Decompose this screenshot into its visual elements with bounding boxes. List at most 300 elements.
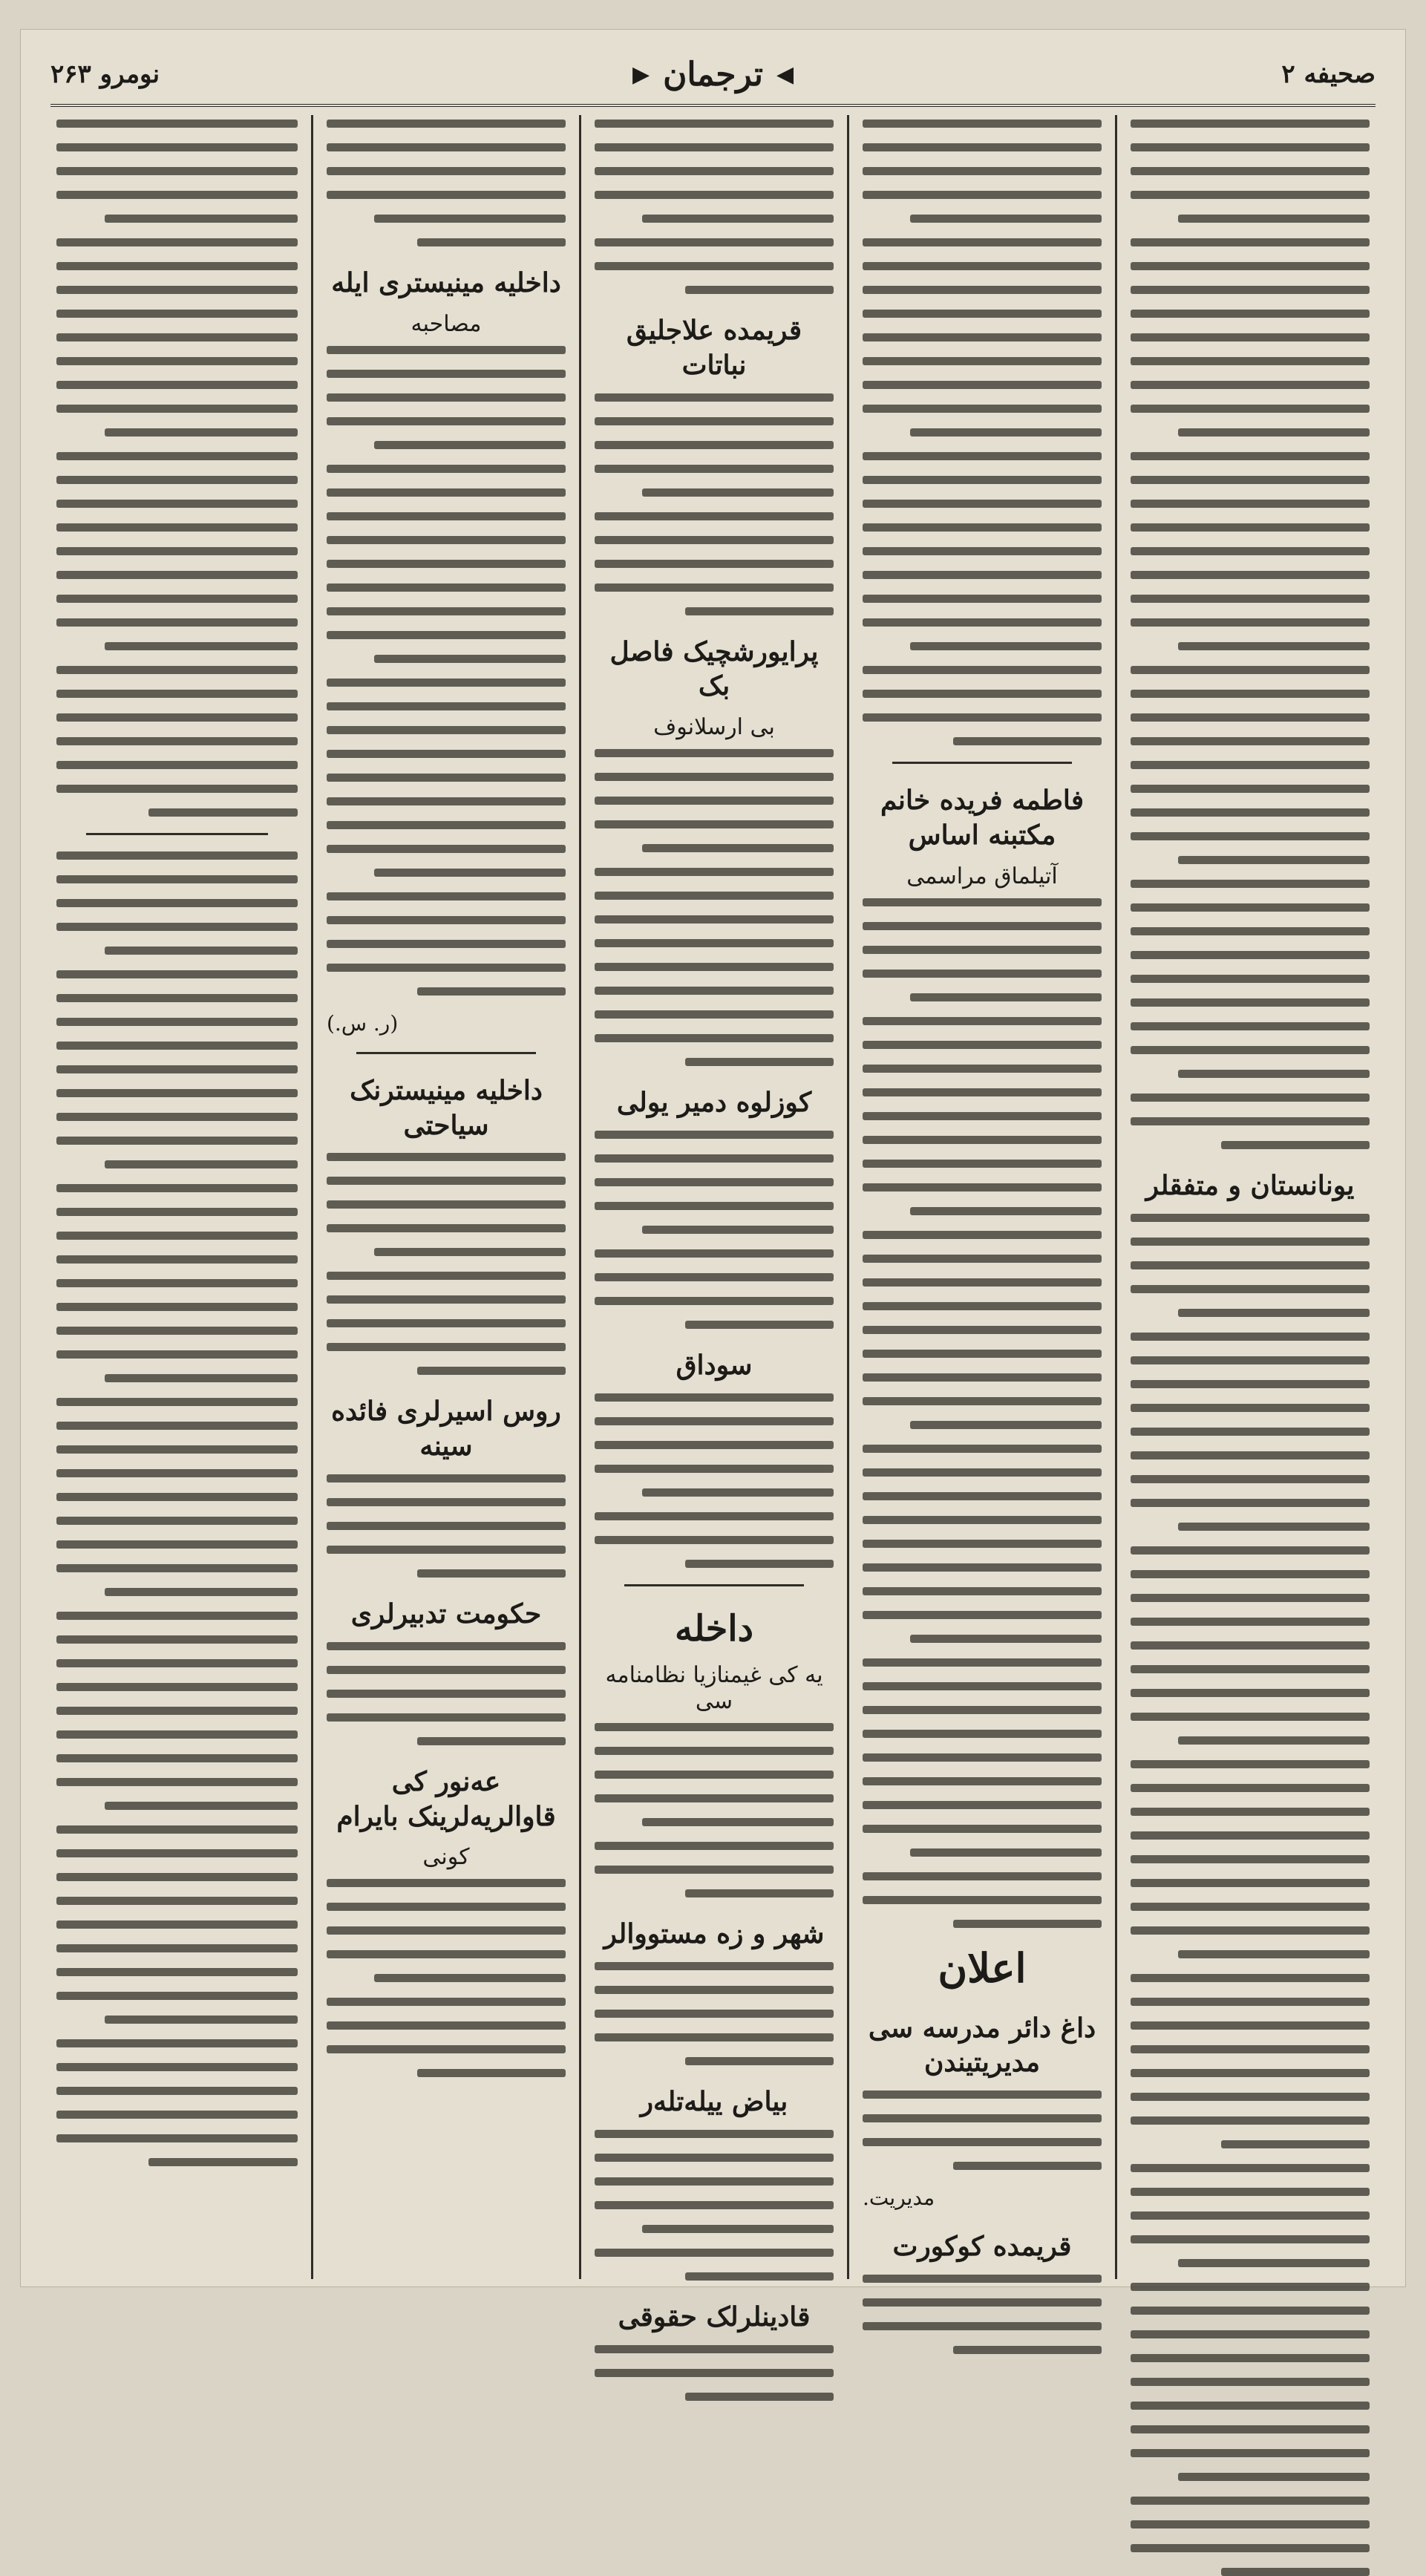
text-line	[1131, 1903, 1370, 1911]
text-line	[327, 1272, 566, 1280]
text-line	[595, 892, 834, 900]
text-line	[1131, 1451, 1370, 1459]
text-line	[105, 1588, 298, 1596]
text-line	[685, 2057, 834, 2065]
text-line	[863, 405, 1102, 413]
text-line	[1178, 2473, 1370, 2481]
section-subheading: مصاحبه	[411, 310, 482, 337]
text-line	[1131, 1618, 1370, 1626]
text-line	[1131, 2045, 1370, 2053]
text-line	[1131, 785, 1370, 793]
text-line	[56, 120, 298, 128]
text-line	[56, 2039, 298, 2047]
text-line	[863, 1183, 1102, 1191]
article-body	[1131, 120, 1370, 1149]
notice-signature: مدیریت.	[863, 2186, 935, 2211]
text-line	[417, 1569, 566, 1578]
text-line	[863, 1896, 1102, 1904]
text-line	[1131, 1926, 1370, 1935]
text-line	[56, 1065, 298, 1073]
text-line	[863, 1373, 1102, 1382]
text-line	[56, 1825, 298, 1834]
text-line	[1131, 1998, 1370, 2006]
text-line	[1131, 333, 1370, 341]
text-line	[863, 1540, 1102, 1548]
text-line	[595, 1417, 834, 1425]
text-line	[863, 1326, 1102, 1334]
text-line	[1131, 2378, 1370, 2386]
text-line	[595, 1986, 834, 1994]
text-line	[1178, 1736, 1370, 1745]
text-line	[863, 1730, 1102, 1738]
text-line	[1131, 238, 1370, 246]
text-line	[56, 1849, 298, 1857]
text-line	[863, 286, 1102, 294]
text-line	[327, 346, 566, 354]
text-line	[56, 238, 298, 246]
newspaper-page	[21, 30, 1405, 2333]
text-line	[56, 1540, 298, 1549]
text-line	[1131, 143, 1370, 151]
text-line	[1131, 1594, 1370, 1602]
text-line	[595, 1441, 834, 1449]
text-line	[595, 1178, 834, 1186]
text-line	[595, 915, 834, 923]
text-line	[1131, 2520, 1370, 2528]
text-line	[105, 215, 298, 223]
section-subheading: یه کی غیمنازیا نظامنامه سی	[605, 1662, 823, 1715]
text-line	[863, 2275, 1102, 2283]
text-line	[1131, 1380, 1370, 1388]
article-body	[327, 346, 566, 996]
text-line	[1131, 1238, 1370, 1246]
section-subheading: کونی	[422, 1844, 470, 1871]
text-line	[56, 785, 298, 793]
text-line	[595, 2033, 834, 2041]
text-line	[1131, 500, 1370, 508]
text-line	[595, 963, 834, 971]
section-heading: داخلیه مینیستر‌نک سیاحتی	[350, 1074, 543, 1141]
text-line	[56, 1398, 298, 1406]
article-body	[595, 1962, 834, 2065]
text-line	[56, 1683, 298, 1691]
text-line	[595, 1747, 834, 1755]
text-line	[1131, 595, 1370, 603]
text-line	[863, 238, 1102, 246]
text-line	[685, 1321, 834, 1329]
text-line	[327, 940, 566, 948]
ornament-right-icon: ◀	[776, 61, 794, 88]
text-line	[1178, 1070, 1370, 1078]
text-line	[595, 2130, 834, 2138]
text-line	[56, 737, 298, 745]
text-line	[56, 500, 298, 508]
text-line	[327, 1498, 566, 1506]
text-line	[863, 922, 1102, 930]
text-line	[863, 2114, 1102, 2122]
article-body	[863, 120, 1102, 745]
text-line	[863, 898, 1102, 906]
text-line	[327, 631, 566, 639]
text-line	[1131, 1713, 1370, 1721]
text-line	[1131, 2425, 1370, 2433]
text-line	[327, 1642, 566, 1650]
text-line	[595, 1512, 834, 1520]
text-line	[1131, 1428, 1370, 1436]
text-line	[863, 1112, 1102, 1120]
text-line	[1131, 1879, 1370, 1887]
text-line	[863, 1302, 1102, 1310]
text-line	[327, 1319, 566, 1327]
text-line	[56, 1469, 298, 1477]
text-line	[863, 1041, 1102, 1049]
section-heading: داخلیه مینیستری ایله	[331, 267, 561, 298]
text-line	[1131, 2449, 1370, 2457]
text-line	[863, 143, 1102, 151]
text-line	[1131, 927, 1370, 935]
text-line	[953, 1920, 1102, 1928]
text-line	[642, 1488, 834, 1497]
section-heading: فاطمه فریده خانم مکتبنه اساس	[880, 785, 1085, 851]
text-line	[327, 1903, 566, 1911]
text-line	[327, 1926, 566, 1935]
text-line	[595, 1131, 834, 1139]
text-line	[327, 370, 566, 378]
article-body	[56, 851, 298, 2166]
text-line	[595, 868, 834, 876]
text-line	[863, 1088, 1102, 1096]
text-line	[910, 1421, 1102, 1429]
text-line	[56, 1992, 298, 2000]
section-heading: سوداق	[676, 1349, 753, 1381]
text-line	[56, 1659, 298, 1667]
text-line	[56, 595, 298, 603]
text-line	[56, 2111, 298, 2119]
text-line	[327, 1343, 566, 1351]
text-line	[595, 393, 834, 402]
text-line	[56, 713, 298, 722]
text-line	[863, 1682, 1102, 1690]
text-line	[417, 2069, 566, 2077]
ad-heading: قریمده کوکورت	[892, 2231, 1072, 2263]
page-label: صحیفه ۲	[1281, 59, 1376, 89]
text-line	[863, 571, 1102, 579]
text-line	[327, 845, 566, 853]
article-body	[863, 898, 1102, 1928]
divider	[86, 833, 268, 835]
text-line	[327, 536, 566, 544]
text-line	[56, 1778, 298, 1786]
text-line	[910, 993, 1102, 1001]
text-line	[56, 1327, 298, 1335]
text-line	[1131, 2188, 1370, 2196]
text-line	[595, 1010, 834, 1019]
text-line	[863, 1255, 1102, 1263]
text-line	[953, 2162, 1102, 2170]
text-line	[56, 1897, 298, 1905]
text-line	[910, 1635, 1102, 1643]
text-line	[863, 2298, 1102, 2307]
text-line	[56, 1968, 298, 1976]
text-line	[56, 970, 298, 978]
text-line	[327, 512, 566, 520]
text-line	[417, 238, 566, 246]
text-line	[863, 1136, 1102, 1144]
text-line	[56, 851, 298, 860]
text-line	[1131, 808, 1370, 817]
text-line	[595, 1771, 834, 1779]
text-line	[642, 844, 834, 852]
text-line	[327, 1879, 566, 1887]
text-line	[374, 1248, 566, 1256]
text-line	[595, 1249, 834, 1258]
text-line	[56, 923, 298, 931]
text-line	[863, 2322, 1102, 2330]
text-line	[1131, 2211, 1370, 2220]
text-line	[1131, 1808, 1370, 1816]
text-line	[417, 1367, 566, 1375]
text-line	[327, 1295, 566, 1304]
text-line	[56, 1920, 298, 1929]
text-line	[863, 1587, 1102, 1595]
text-line	[595, 1297, 834, 1305]
text-line	[1131, 2021, 1370, 2030]
text-line	[595, 2177, 834, 2186]
text-line	[595, 2201, 834, 2209]
text-line	[642, 1818, 834, 1826]
text-line	[595, 120, 834, 128]
text-line	[863, 120, 1102, 128]
text-line	[374, 1974, 566, 1982]
text-line	[953, 2346, 1102, 2354]
text-line	[863, 452, 1102, 460]
section-heading: شهر و زه مستووالر	[604, 1918, 825, 1950]
text-line	[1131, 1665, 1370, 1673]
text-line	[327, 1546, 566, 1554]
text-line	[863, 1350, 1102, 1358]
text-line	[1131, 381, 1370, 389]
text-line	[863, 1468, 1102, 1477]
text-line	[1131, 1117, 1370, 1125]
text-line	[1131, 2093, 1370, 2101]
ad-body	[863, 2275, 1102, 2354]
text-line	[56, 571, 298, 579]
text-line	[863, 547, 1102, 555]
text-line	[374, 441, 566, 449]
text-line	[1131, 2164, 1370, 2172]
article-body	[595, 2130, 834, 2281]
text-line	[327, 607, 566, 615]
issue-number: نومرو ۲۶۳	[50, 59, 160, 89]
article-columns	[43, 115, 1383, 2333]
section-subheading: آتیلماق مراسمی	[906, 863, 1058, 889]
text-line	[910, 428, 1102, 437]
text-line	[1131, 1760, 1370, 1768]
text-line	[1131, 1641, 1370, 1650]
text-line	[105, 428, 298, 437]
text-line	[863, 476, 1102, 484]
announcement-ornament: اعلان	[938, 1944, 1027, 1992]
article-body	[327, 1153, 566, 1375]
text-line	[327, 726, 566, 734]
text-line	[1131, 666, 1370, 674]
text-line	[56, 143, 298, 151]
text-line	[327, 2021, 566, 2030]
text-line	[56, 286, 298, 294]
text-line	[327, 679, 566, 687]
text-line	[595, 238, 834, 246]
text-line	[1131, 1475, 1370, 1483]
text-line	[1221, 2568, 1370, 2576]
text-line	[1131, 547, 1370, 555]
text-line	[327, 488, 566, 497]
text-line	[595, 262, 834, 270]
text-line	[56, 761, 298, 769]
text-line	[56, 476, 298, 484]
text-line	[56, 1089, 298, 1097]
text-line	[56, 618, 298, 627]
text-line	[863, 595, 1102, 603]
column-4	[311, 115, 579, 2279]
text-line	[595, 167, 834, 175]
column-3	[579, 115, 847, 2333]
section-heading: حکومت تدبیرلری	[350, 1598, 542, 1629]
text-line	[327, 393, 566, 402]
text-line	[1131, 2116, 1370, 2125]
text-line	[642, 2225, 834, 2233]
text-line	[863, 1611, 1102, 1619]
text-line	[327, 167, 566, 175]
masthead	[50, 45, 1376, 107]
text-line	[327, 1153, 566, 1161]
text-line	[327, 191, 566, 199]
text-line	[327, 560, 566, 568]
text-line	[56, 381, 298, 389]
article-body	[56, 120, 298, 817]
text-line	[863, 1397, 1102, 1405]
text-line	[105, 947, 298, 955]
text-line	[327, 465, 566, 473]
text-line	[863, 310, 1102, 318]
text-line	[1178, 856, 1370, 864]
text-line	[863, 1160, 1102, 1168]
text-line	[327, 702, 566, 710]
text-line	[1131, 713, 1370, 722]
text-line	[327, 1177, 566, 1185]
text-line	[595, 1842, 834, 1850]
text-line	[910, 1207, 1102, 1215]
article-body	[595, 1131, 834, 1329]
text-line	[1131, 1356, 1370, 1364]
text-line	[56, 167, 298, 175]
text-line	[595, 773, 834, 781]
text-line	[595, 939, 834, 947]
text-line	[374, 869, 566, 877]
text-line	[642, 1226, 834, 1234]
text-line	[863, 1231, 1102, 1239]
text-line	[1131, 903, 1370, 912]
text-line	[56, 1517, 298, 1525]
text-line	[1178, 1309, 1370, 1317]
text-line	[1131, 1094, 1370, 1102]
text-line	[1131, 357, 1370, 365]
text-line	[595, 2249, 834, 2257]
text-line	[863, 381, 1102, 389]
text-line	[56, 262, 298, 270]
text-line	[56, 690, 298, 698]
text-line	[327, 583, 566, 592]
text-line	[642, 488, 834, 497]
text-line	[56, 1279, 298, 1287]
text-line	[327, 417, 566, 425]
text-line	[863, 970, 1102, 978]
text-line	[1131, 998, 1370, 1007]
text-line	[595, 2345, 834, 2353]
text-line	[642, 215, 834, 223]
divider	[624, 1584, 804, 1586]
text-line	[1131, 1404, 1370, 1412]
text-line	[863, 1658, 1102, 1667]
text-line	[1131, 1546, 1370, 1555]
text-line	[863, 1278, 1102, 1287]
text-line	[595, 1154, 834, 1163]
text-line	[595, 1536, 834, 1544]
section-heading: روس اسیرلری فائده سینه	[331, 1396, 561, 1462]
text-line	[1131, 286, 1370, 294]
text-line	[685, 286, 834, 294]
ornament-left-icon: ▶	[632, 61, 650, 88]
text-line	[685, 2272, 834, 2281]
text-line	[56, 191, 298, 199]
text-line	[1131, 2307, 1370, 2315]
text-line	[327, 916, 566, 924]
article-body	[595, 120, 834, 294]
text-line	[595, 191, 834, 199]
text-line	[56, 666, 298, 674]
text-line	[953, 737, 1102, 745]
text-line	[1178, 428, 1370, 437]
article-body	[327, 1642, 566, 1745]
text-line	[595, 536, 834, 544]
article-body	[595, 393, 834, 615]
text-line	[1131, 1333, 1370, 1341]
article-body	[595, 749, 834, 1066]
text-line	[327, 1200, 566, 1209]
text-line	[56, 310, 298, 318]
article-body	[1131, 1214, 1370, 2148]
text-line	[56, 1564, 298, 1572]
text-line	[1131, 2330, 1370, 2338]
text-line	[863, 618, 1102, 627]
text-line	[56, 357, 298, 365]
text-line	[1131, 2283, 1370, 2291]
text-line	[56, 1612, 298, 1620]
article-body	[327, 1474, 566, 1578]
text-line	[595, 560, 834, 568]
text-line	[327, 821, 566, 829]
text-line	[685, 1058, 834, 1066]
section-heading: قریمده علاجلیق نباتات	[626, 315, 802, 381]
text-line	[56, 1184, 298, 1192]
text-line	[1131, 880, 1370, 888]
text-line	[863, 1065, 1102, 1073]
text-line	[595, 2154, 834, 2162]
text-line	[595, 1794, 834, 1802]
text-line	[863, 262, 1102, 270]
text-line	[863, 1017, 1102, 1025]
text-line	[863, 1872, 1102, 1880]
text-line	[595, 1393, 834, 1402]
